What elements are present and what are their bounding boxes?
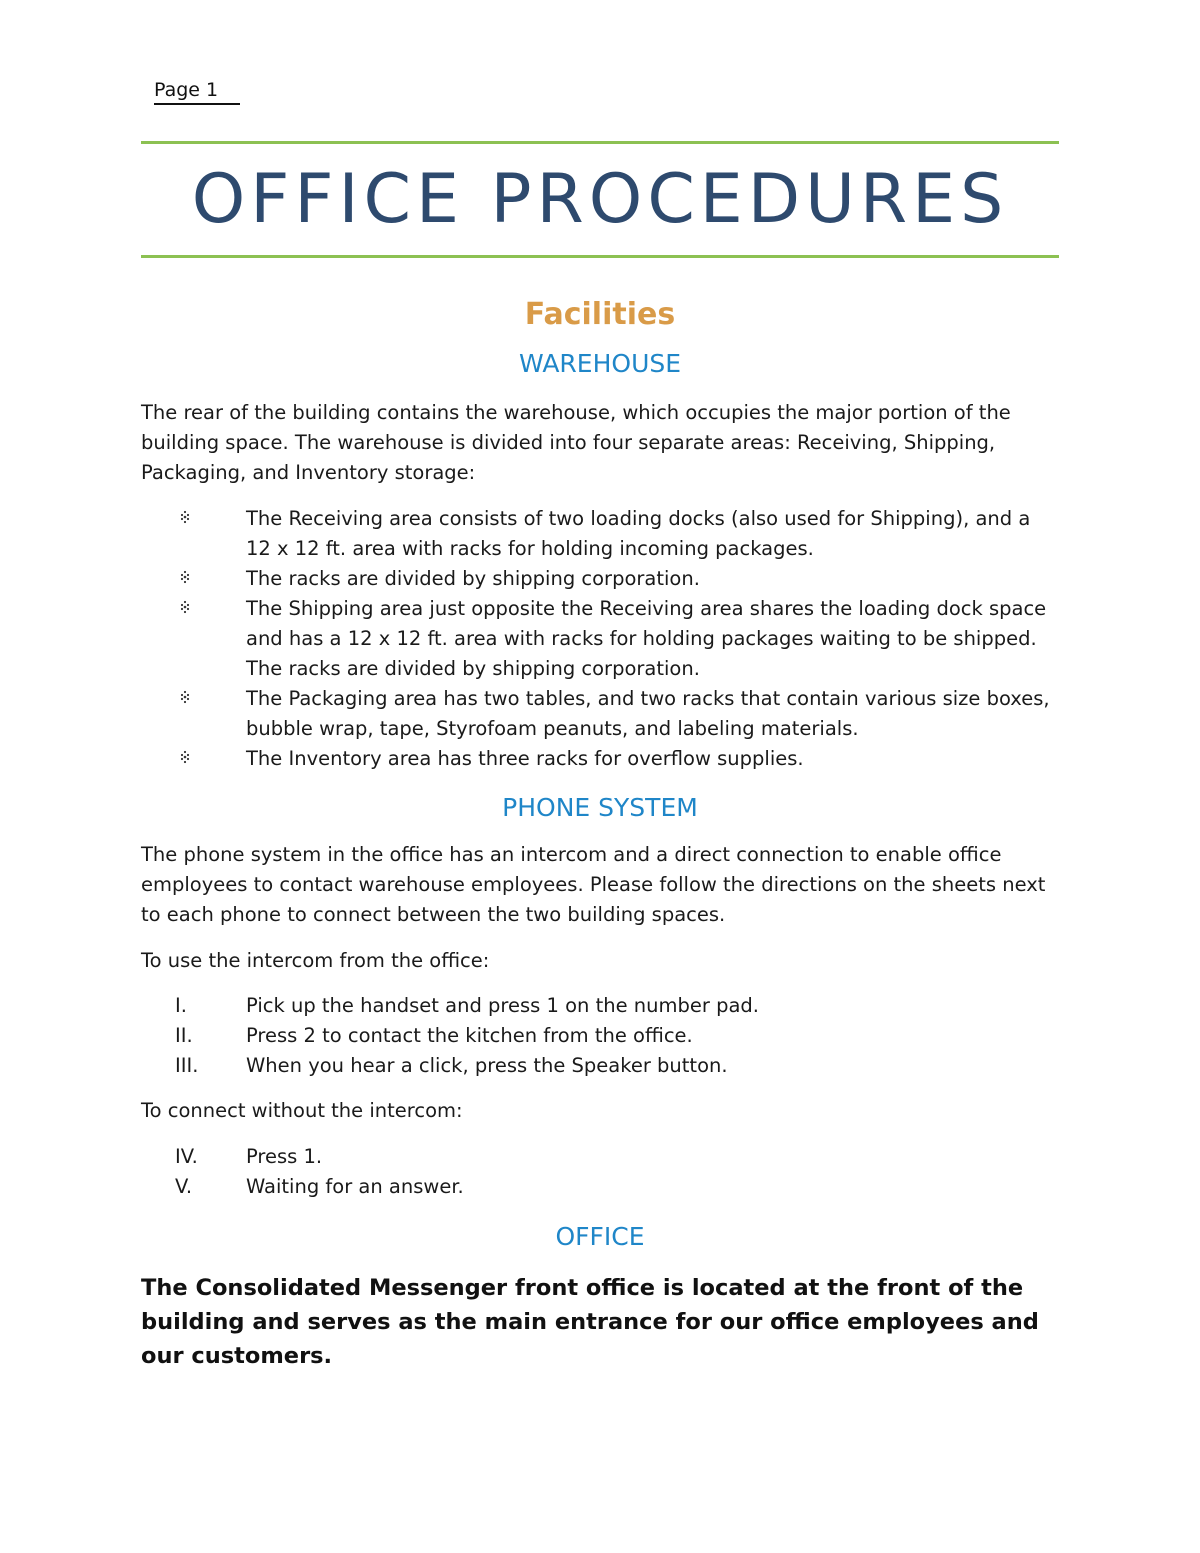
page-number-label: Page 1 (154, 78, 240, 105)
list-item-text: The racks are divided by shipping corporation. (246, 567, 700, 590)
warehouse-bullet-list (141, 504, 1061, 774)
intercom-lead: To use the intercom from the office: (141, 949, 490, 972)
list-item (141, 564, 1061, 594)
list-item-text: Press 2 to contact the kitchen from the office. (246, 1024, 693, 1047)
list-item (141, 744, 1061, 774)
dotted-bullet-icon (179, 570, 191, 584)
list-item (141, 1142, 1061, 1172)
roman-numeral-marker: III. (175, 1054, 199, 1077)
list-item (141, 684, 1061, 744)
list-item-text: The Packaging area has two tables, and two racks that contain various size boxes, bubble wrap, tape, Styrofoam peanuts, and labeling materials. (246, 687, 1050, 740)
list-item (141, 1021, 1061, 1051)
list-item (141, 594, 1061, 684)
list-item-text: Press 1. (246, 1145, 323, 1168)
phone-system-heading: PHONE SYSTEM (502, 793, 698, 822)
connect-lead: To connect without the intercom: (141, 1099, 463, 1122)
roman-numeral-marker: IV. (175, 1145, 198, 1168)
roman-numeral-marker: V. (175, 1175, 193, 1198)
phone-system-intro: The phone system in the office has an intercom and a direct connection to enable office employees to contact warehouse employees. Please follow the directions on the sheets next to each phone to connect between the two building spaces. (141, 843, 1046, 926)
warehouse-intro: The rear of the building contains the warehouse, which occupies the major portion of the building space. The warehouse is divided into four separate areas: Receiving, Shipping, Packaging, and Inventory storage: (141, 401, 1011, 484)
connect-steps-list (141, 1142, 1061, 1202)
dotted-bullet-icon (179, 600, 191, 614)
list-item (141, 1051, 1061, 1081)
dotted-bullet-icon (179, 510, 191, 524)
list-item-text: The Inventory area has three racks for overflow supplies. (246, 747, 804, 770)
document-title: OFFICE PROCEDURES (191, 160, 1009, 239)
warehouse-heading: WAREHOUSE (518, 349, 682, 378)
list-item (141, 504, 1061, 564)
roman-numeral-marker: II. (175, 1024, 193, 1047)
list-item-text: The Shipping area just opposite the Receiving area shares the loading dock space and has a 12 x 12 ft. area with racks for holding packages waiting to be shipped. The racks are divided by shipping corporation. (246, 597, 1047, 680)
dotted-bullet-icon (179, 750, 191, 764)
list-item-text: Pick up the handset and press 1 on the number pad. (246, 994, 760, 1017)
section-title: Facilities (524, 297, 676, 332)
office-heading: OFFICE (555, 1222, 645, 1251)
title-bottom-rule (141, 255, 1059, 258)
list-item-text: When you hear a click, press the Speaker button. (246, 1054, 728, 1077)
roman-numeral-marker: I. (175, 994, 187, 1017)
list-item-text: Waiting for an answer. (246, 1175, 464, 1198)
title-top-rule (141, 141, 1059, 144)
list-item (141, 991, 1061, 1021)
intercom-steps-list (141, 991, 1061, 1081)
list-item (141, 1172, 1061, 1202)
office-text: The Consolidated Messenger front office is located at the front of the building and serves as the main entrance for our office employees and our customers. (141, 1275, 1039, 1369)
list-item-text: The Receiving area consists of two loading docks (also used for Shipping), and a 12 x 12 ft. area with racks for holding incoming packages. (246, 507, 1031, 560)
dotted-bullet-icon (179, 690, 191, 704)
